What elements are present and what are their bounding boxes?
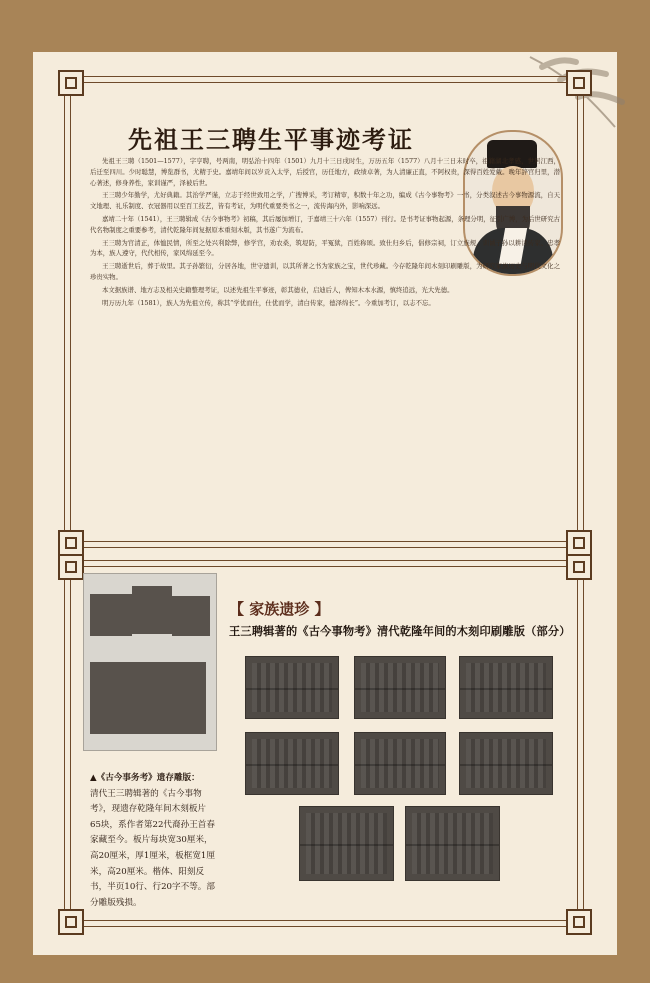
biography-paragraph: 王三聘逝世后，葬于故里。其子孙繁衍，分居各地，世守遗训，以其所著之书为家族之宝，世代珍藏。今存乾隆年间木刻印刷雕版，为研究家族历史与明代文化之珍贵实物。 — [90, 262, 560, 281]
woodblock-panel — [90, 662, 206, 734]
biography-paragraph: 王三聘为官清正，体恤民情，所至之处兴利除弊，修学宫，劝农桑，筑堤防，平冤狱，百姓称颂。致仕归乡后，倡修宗祠，订立族规，训诫子孙以耕读传家、忠孝为本，族人遵守，代代相传，家风绵延至今。 — [90, 238, 560, 258]
woodblock-print-7 — [299, 806, 394, 881]
biography-text — [90, 156, 560, 534]
corner-ornament — [566, 70, 592, 96]
woodblock-print-6 — [459, 732, 553, 795]
section-subtitle: 王三聘辑著的《古今事物考》清代乾隆年间的木刻印刷雕版（部分） — [229, 624, 571, 638]
woodblock-print-1 — [245, 656, 339, 719]
woodblock-stack-photo — [83, 573, 217, 751]
woodblock-caption — [90, 771, 215, 911]
corner-ornament — [58, 909, 84, 935]
caption-text: 清代王三聘辑著的《古今事物考》，现遗存乾隆年间木刻板片65块，系作者第22代裔孙王首春家藏至今。板片每块宽30厘米，高20厘米，厚1厘米，板框宽1厘米，高20厘米。楷体、阳刻反书，半页10行、行20字不等。部分雕版残损。 — [90, 788, 215, 908]
caption-title: ▲《古今事务考》遗存雕版： — [90, 773, 200, 783]
woodblock-print-3 — [459, 656, 553, 719]
corner-ornament — [566, 909, 592, 935]
woodblock-print-5 — [354, 732, 446, 795]
biography-paragraph: 王三聘少年勤学，尤好典籍。其治学严谨，立志于经世致用之学，广搜博采，考订精审，积数十年之功，编成《古今事物考》一书，分类叙述古今事物源流，自天文地理、礼乐制度、衣冠器用以至百工技艺，皆有考证，为明代重要类书之一，流传海内外，影响深远。 — [90, 191, 560, 211]
biography-paragraph: 嘉靖二十年（1541），王三聘辑成《古今事物考》初稿，其后屡加增订，于嘉靖三十六年（1557）刊行。是书考证事物起源，条理分明，征引广博，为后世研究古代名物制度之重要参考，清代乾隆年间复据原本重刻木版，其书遂广为流布。 — [90, 214, 560, 234]
biography-paragraph: 先祖王三聘（1501—1577），字亨聘，号两南，明弘治十四年（1501）九月十三日戌时生，万历五年（1577）八月十三日未时卒，祖籍湖北孝感，世居江西，后迁至四川。少时聪慧，博览群书，尤精于史。嘉靖年间以岁贡入太学，后授官，历任地方，政绩卓著，为人清廉正直，不阿权贵，深得百姓爱戴。晚年辞官归里，潜心著述，修身养性，家训谨严，泽被后世。 — [90, 157, 560, 187]
woodblock-stack — [90, 594, 132, 636]
woodblock-print-4 — [245, 732, 339, 795]
biography-paragraph: 本文据族谱、地方志及相关史籍整理考证，以述先祖生平事迹，彰其德业，启迪后人，俾知木本水源，慎终追远，光大先德。 — [102, 285, 454, 294]
biography-paragraph: 明万历九年（1581），族人为先祖立传，称其“学优而仕，仕优而学，清白传家，德泽绵长”。今重加考订，以志不忘。 — [102, 298, 435, 307]
corner-ornament — [58, 530, 84, 556]
page-title: 先祖王三聘生平事迹考证 — [128, 125, 414, 154]
woodblock-print-2 — [354, 656, 446, 719]
corner-ornament — [58, 70, 84, 96]
corner-ornament — [58, 554, 84, 580]
woodblock-stack — [132, 586, 172, 634]
corner-ornament — [566, 530, 592, 556]
woodblock-stack — [172, 596, 210, 636]
woodblock-print-8 — [405, 806, 500, 881]
corner-ornament — [566, 554, 592, 580]
section-title: 【 家族遗珍 】 — [229, 600, 330, 618]
